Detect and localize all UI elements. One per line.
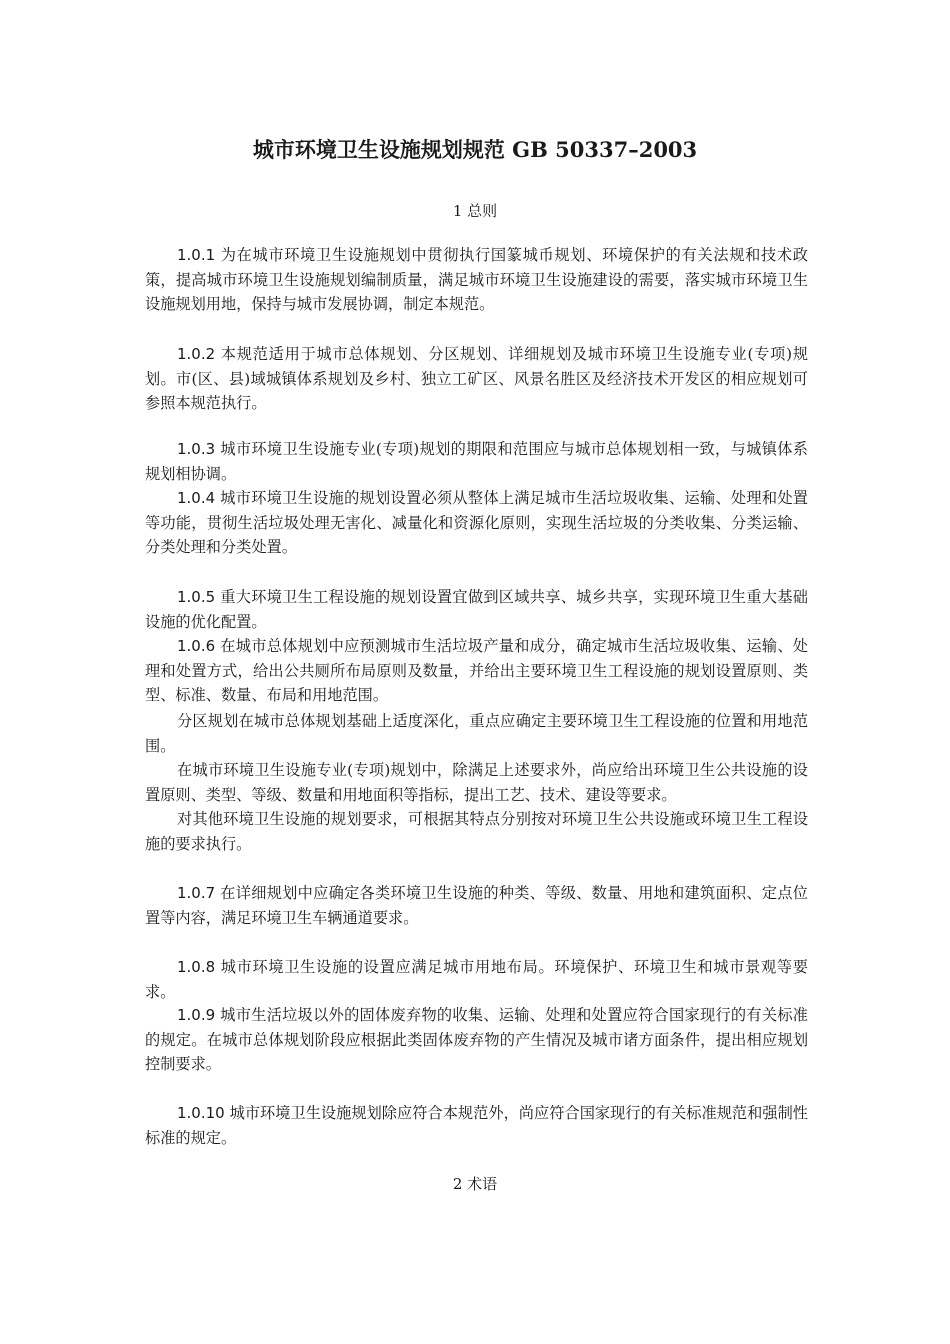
clause-number: 1.0.8 <box>177 958 216 976</box>
clause-number: 1.0.6 <box>177 637 216 655</box>
clause-text: 城市环境卫生设施规划除应符合本规范外，尚应符合国家现行的有关标准规范和强制性标准的规定。 <box>145 1104 808 1147</box>
clause-1-0-4 <box>145 486 808 560</box>
paragraph-text: 在城市环境卫生设施专业(专项)规划中，除满足上述要求外，尚应给出环境卫生公共设施的设置原则、类型、等级、数量和用地面积等指标，提出工艺、技术、建设等要求。 <box>145 761 808 804</box>
clause-1-0-7 <box>145 881 808 930</box>
clause-1-0-9 <box>145 1003 808 1077</box>
clause-text: 在详细规划中应确定各类环境卫生设施的种类、等级、数量、用地和建筑面积、定点位置等内容，满足环境卫生车辆通道要求。 <box>145 884 808 927</box>
clause-text: 本规范适用于城市总体规划、分区规划、详细规划及城市环境卫生设施专业(专项)规划。市(区、县)域城镇体系规划及乡村、独立工矿区、风景名胜区及经济技术开发区的相应规划可参照本规范执行。 <box>145 345 808 413</box>
document-title: 城市环境卫生设施规划规范 GB 50337–2003 <box>252 137 698 162</box>
clause-1-0-3 <box>145 437 808 486</box>
clause-1-0-6 <box>145 634 808 708</box>
paragraph-special-plan <box>145 758 808 807</box>
clause-number: 1.0.7 <box>177 884 216 902</box>
clause-text: 城市生活垃圾以外的固体废弃物的收集、运输、处理和处置应符合国家现行的有关标准的规定。在城市总体规划阶段应根据此类固体废弃物的产生情况及城市诸方面条件，提出相应规划控制要求。 <box>145 1006 808 1074</box>
clause-text: 重大环境卫生工程设施的规划设置宜做到区域共享、城乡共享，实现环境卫生重大基础设施的优化配置。 <box>145 588 808 631</box>
paragraph-text: 对其他环境卫生设施的规划要求，可根据其特点分别按对环境卫生公共设施或环境卫生工程设施的要求执行。 <box>145 810 808 853</box>
clause-number: 1.0.3 <box>177 440 216 458</box>
clause-1-0-1 <box>145 243 808 317</box>
paragraph-other-facilities <box>145 807 808 856</box>
section-heading-terms: 2 术语 <box>452 1175 498 1193</box>
clause-number: 1.0.10 <box>177 1104 225 1122</box>
clause-number: 1.0.4 <box>177 489 216 507</box>
clause-text: 城市环境卫生设施专业(专项)规划的期限和范围应与城市总体规划相一致，与城镇体系规划相协调。 <box>145 440 808 483</box>
clause-text: 城市环境卫生设施的规划设置必须从整体上满足城市生活垃圾收集、运输、处理和处置等功能，贯彻生活垃圾处理无害化、减量化和资源化原则，实现生活垃圾的分类收集、分类运输、分类处理和分类处置。 <box>145 489 808 557</box>
clause-text: 在城市总体规划中应预测城市生活垃圾产量和成分，确定城市生活垃圾收集、运输、处理和处置方式，给出公共厕所布局原则及数量，并给出主要环境卫生工程设施的规划设置原则、类型、标准、数量、布局和用地范围。 <box>145 637 808 705</box>
clause-number: 1.0.2 <box>177 345 216 363</box>
clause-text: 为在城市环境卫生设施规划中贯彻执行国篆城币规划、环境保护的有关法规和技术政策，提高城市环境卫生设施规划编制质量，满足城市环境卫生设施建设的需要，落实城市环境卫生设施规划用地，保持与城市发展协调，制定本规范。 <box>145 246 808 314</box>
paragraph-text: 分区规划在城市总体规划基础上适度深化，重点应确定主要环境卫生工程设施的位置和用地范围。 <box>145 712 808 755</box>
clause-1-0-8 <box>145 955 808 1004</box>
clause-number: 1.0.5 <box>177 588 216 606</box>
clause-number: 1.0.1 <box>177 246 216 264</box>
clause-text: 城市环境卫生设施的设置应满足城市用地布局。环境保护、环境卫生和城市景观等要求。 <box>145 958 808 1001</box>
clause-1-0-2 <box>145 342 808 416</box>
clause-1-0-5 <box>145 585 808 634</box>
clause-1-0-10 <box>145 1101 808 1150</box>
paragraph-district-plan <box>145 709 808 758</box>
clause-number: 1.0.9 <box>177 1006 216 1024</box>
section-heading-general: 1 总则 <box>452 202 498 220</box>
